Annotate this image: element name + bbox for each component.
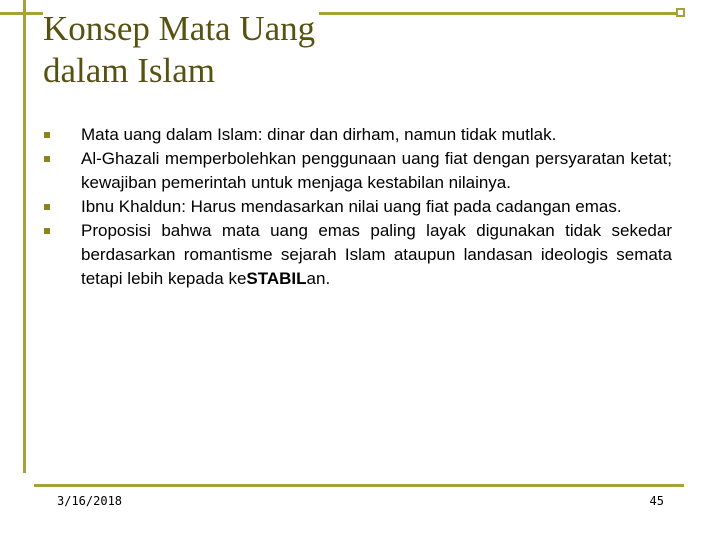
footer-divider-line [34, 484, 684, 487]
bullet-item-2 [40, 147, 672, 195]
slide-title-line2: dalam Islam [43, 51, 216, 90]
corner-square-ornament [676, 8, 685, 17]
bullet-text: Mata uang dalam Islam: dinar dan dirham, namun tidak mutlak. [81, 125, 557, 144]
slide-title-line1: Konsep Mata Uang [43, 9, 316, 48]
left-accent-line [23, 0, 26, 473]
bullet-item-1 [40, 123, 672, 147]
square-bullet-icon [44, 132, 50, 138]
square-bullet-icon [44, 228, 50, 234]
bullet-text-after: an. [306, 269, 331, 288]
bullet-text: Ibnu Khaldun: Harus mendasarkan nilai uang fiat pada cadangan emas. [81, 197, 622, 216]
square-bullet-icon [44, 156, 50, 162]
bullet-item-3 [40, 195, 672, 219]
bullet-emphasis: STABIL [246, 269, 307, 288]
footer-date: 3/16/2018 [57, 494, 123, 508]
bullet-text-before: Proposisi bahwa mata uang emas paling layak digunakan tidak sekedar berdasarkan romantisme sejarah Islam ataupun landasan ideologis semata tetapi lebih kepada ke [81, 221, 672, 288]
footer-page-number: 45 [649, 494, 664, 508]
bullet-item-4 [40, 219, 672, 291]
square-bullet-icon [44, 204, 50, 210]
bullet-list [40, 123, 672, 291]
slide-title [43, 8, 319, 92]
bullet-text: Al-Ghazali memperbolehkan penggunaan uang fiat dengan persyaratan ketat; kewajiban pemerintah untuk menjaga kestabilan nilainya. [81, 149, 672, 192]
